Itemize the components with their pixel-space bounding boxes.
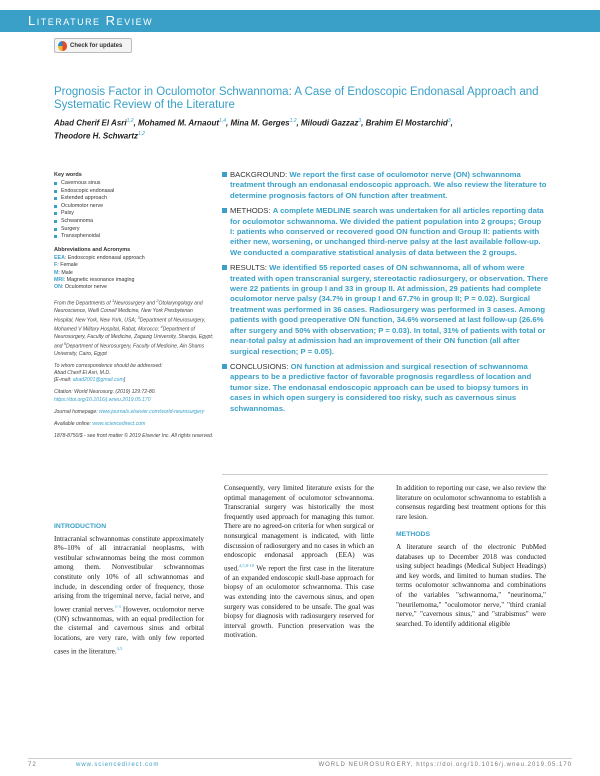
abbreviation-item: M: Male: [54, 269, 73, 276]
author-name: Theodore H. Schwartz: [54, 131, 139, 141]
copyright: 1878-8750/$ - see front matter © 2019 Elsevier Inc. All rights reserved.: [54, 432, 214, 439]
page-number: 72: [28, 762, 37, 768]
body-column-1: [54, 522, 204, 665]
page-footer: [28, 762, 572, 768]
methods-heading: METHODS: [396, 531, 430, 539]
abbreviation-value: Magnetic resonance imaging: [66, 276, 135, 283]
author-list: Abad Cherif El Asri$^{1,2}$, Mohamed M. Arnaout$^{1,4}$, Mina M. Gerges$^{1,2}$, Miloudi Gazzaz$^3$, Brahim El Mostarchid$^3$, Theodore H. Schwartz$^{1,2}$: [54, 118, 453, 141]
keyword-item: Transsphenoidal: [54, 233, 214, 241]
journal-homepage: Journal homepage: www.journals.elsevier.com/world-neurosurgery: [54, 408, 205, 415]
abbreviation-key: EEA: [54, 254, 65, 261]
author-affil: 1,2: [289, 118, 297, 124]
doi-link[interactable]: https://doi.org/10.1016/j.wneu.2019.05.170: [54, 396, 151, 403]
abstract: [222, 170, 548, 419]
footer-journal: WORLD NEUROSURGERY, https://doi.org/10.1016/j.wneu.2019.05.170: [318, 762, 572, 768]
methods-paragraph: A literature search of the electronic PubMed databases up to December 2018 was conducted using subject headings (Medical Subject Headings) and key words, and limited to human studies. The terms oculomotor schwannoma and combinations of the variables "schwannoma," "neurinoma," "neurilemoma," "oculomotor nerve," "third cranial nerve," "cavernous sinus," and "strabismus" were searched. To identify additional eligible: [396, 542, 546, 628]
square-bullet-icon: [222, 364, 227, 369]
citation: Citation: World Neurosurg. (2019) 129:72-80. https://doi.org/10.1016/j.wneu.2019.05.170: [54, 389, 156, 403]
author-name: Mina M. Gerges: [230, 118, 290, 128]
square-bullet-icon: [222, 172, 227, 177]
abstract-methods: METHODS: A complete MEDLINE search was undertaken for all articles reporting data for oculomotor schwannoma. We divided the patient population into 2 groups; Group I: patients who conserved or recovered good ON function and Group II: patients with either new, worsening, or unchanged third-nerve palsy at the last available follow-up. We conducted a comparative statistical analysis of data between the 2 groups.: [222, 206, 548, 258]
author-name: Miloudi Gazzaz: [301, 118, 359, 128]
author-name: Brahim El Mostarchid: [365, 118, 448, 128]
correspondence: To whom correspondence should be addressed: Abad Cherif El Asri, M.D. [E-mail: abad2001@gmail.com]: [54, 363, 163, 384]
affiliations: [54, 298, 214, 440]
article-sidebar: [54, 172, 214, 445]
author-affil: 1,2: [138, 131, 145, 138]
keyword-item: Palsy: [54, 210, 214, 218]
abstract-conclusions: CONCLUSIONS: ON function at admission and surgical resection of schwannoma appears to be a predictive factor of favorable prognosis regardless of location and tumor size. The endonasal endoscopic approach can be used to biopsy tumors in cases in which open surgery is considered too risky, such as cavernous sinus schwannomas.: [222, 362, 548, 414]
abstract-divider: [222, 474, 548, 475]
abbreviations-heading: Abbreviations and Acronyms: [54, 246, 131, 253]
sciencedirect-link[interactable]: www.sciencedirect.com: [92, 420, 146, 427]
crossmark-icon: [58, 41, 67, 51]
section-banner: [0, 10, 600, 32]
abstract-background: BACKGROUND: We report the first case of oculomotor nerve (ON) schwannoma treatment through an endonasal endoscopic approach. We also review the literature to determine prognosis factors of ON function after treatment.: [222, 170, 548, 201]
author-affil: 3: [358, 118, 362, 124]
footer-site-link[interactable]: www.sciencedirect.com: [76, 762, 160, 768]
abbreviation-key: MRI: [54, 276, 64, 283]
body-paragraph: Consequently, very limited literature exists for the optimal management of oculomotor schwannoma. Transcranial surgery was historically the most frequently used approach for managing this tumor. There are no agreed-on criteria for when surgical or nonsurgical management is indicated, with little discussion of radiosurgery and no cases in which an endoscopic endonasal approach (EEA) was used.$^{4,5,8-10}$ We report the first case in the literature of an expanded endoscopic skull-base approach for biopsy of an oculomotor schwannoma. This case was extending into the cavernous sinus, and open surgery was considered to be unsafe. The goal was biopsy for diagnosis with radiosurgery reserved for interval growth. Function preservation was the motivation.: [224, 484, 374, 640]
author-name: Mohamed M. Arnaout: [138, 118, 220, 128]
banner-title: Literature Review: [28, 13, 154, 28]
footer-divider: [28, 758, 572, 759]
abbreviation-key: F: [54, 262, 58, 269]
author-affil: 1,2: [126, 118, 134, 124]
available-online: Available online: www.sciencedirect.com: [54, 420, 146, 427]
abbreviation-value: Male: [61, 269, 73, 276]
keywords-list: [54, 180, 214, 241]
introduction-heading: INTRODUCTION: [54, 523, 107, 530]
article-title: Prognosis Factor in Oculomotor Schwannoma: A Case of Endoscopic Endonasal Approach and Systematic Review of the Literature: [54, 86, 539, 111]
keyword-item: Cavernous sinus: [54, 180, 214, 188]
homepage-link[interactable]: www.journals.elsevier.com/world-neurosurgery: [99, 408, 205, 415]
abbreviation-key: ON: [54, 284, 62, 291]
check-for-updates-label: Check for updates: [70, 42, 123, 49]
abbreviation-key: M: [54, 269, 59, 276]
abbreviation-item: MRI: Magnetic resonance imaging: [54, 276, 135, 283]
abbreviation-item: ON: Oculomotor nerve: [54, 284, 108, 291]
abstract-results: RESULTS: We identified 55 reported cases of ON schwannoma, all of whom were treated with open transcranial surgery, stereotactic radiosurgery, or observation. There were 22 patients in group I and 33 in group II. At admission, 29 patients had complete oculomotor nerve palsy (34.7% in group I and 67.7% in group II; P = 0.02). Surgical treatment was performed in 36 cases. Radiosurgery was performed in 3 cases. Among patients with good preoperative ON function, 34.6% worsened at last follow-up (26.6% after surgery and 50% with observation; P = 0.03). In total, 31% of patients with total or near-total palsy at admission had an improvement of their ON function (all after surgical resection; P = 0.05).: [222, 263, 548, 357]
author-affil: 3: [447, 118, 451, 124]
abbreviation-value: Oculomotor nerve: [64, 284, 108, 291]
body-paragraph: In addition to reporting our case, we also review the literature on oculomotor schwannoma to establish a consensus regarding best treatment options for this rare lesion.: [396, 484, 546, 521]
abbreviation-value: Endoscopic endonasal approach: [67, 254, 145, 261]
square-bullet-icon: [222, 265, 227, 270]
author-affil: 1,4: [219, 118, 227, 124]
body-column-2: [224, 484, 374, 649]
affiliation-text: From the Departments of $^1$Neurosurgery and $^2$Otolaryngology and Neuroscience, Weill Cornell Medicine, New York Presbyterian Hospital, New York, New York, USA; $^3$Department of Neurosurgery, Mohamed V Military Hospital, Rabat, Morocco; $^4$Department of Neurosurgery, Faculty of Medicine, Zagazig University, Sharqia, Egypt; and $^5$Department of Neurosurgery, Faculty of Medicine, Ain Shams University, Cairo, Egypt: [54, 298, 214, 358]
email-link[interactable]: abad2001@gmail.com: [72, 377, 124, 384]
keyword-item: Extended approach: [54, 195, 214, 203]
author-name: Abad Cherif El Asri: [54, 118, 127, 128]
check-for-updates-button[interactable]: [54, 38, 132, 53]
abbreviations-list: [54, 255, 214, 292]
body-column-3: [396, 484, 546, 637]
abbreviation-value: Female: [60, 262, 78, 269]
keyword-item: Schwannoma: [54, 218, 214, 226]
introduction-paragraph: Intracranial schwannomas constitute approximately 8%–10% of all intracranial neoplasms, with vestibular schwannomas being the most common among them. Nonvestibular schwannomas constitute only 10% of all schwannomas and include, in descending order of frequency, those arising from the trigeminal nerve, facial nerve, and lower cranial nerves.$^{1-3}$ However, oculomotor nerve (ON) schwannomas, with an equal predilection for the cisternal and cavernous sinus and orbital locations, are very rare, with only few reported cases in the literature.$^{4,5}$: [54, 534, 204, 655]
keywords-heading: Key words: [54, 172, 82, 178]
keyword-item: Surgery: [54, 226, 214, 234]
square-bullet-icon: [222, 208, 227, 213]
abbreviation-item: F: Female: [54, 262, 78, 269]
keyword-item: Endoscopic endonasal: [54, 188, 214, 196]
abbreviation-item: EEA: Endoscopic endonasal approach: [54, 254, 145, 261]
keyword-item: Oculomotor nerve: [54, 203, 214, 211]
